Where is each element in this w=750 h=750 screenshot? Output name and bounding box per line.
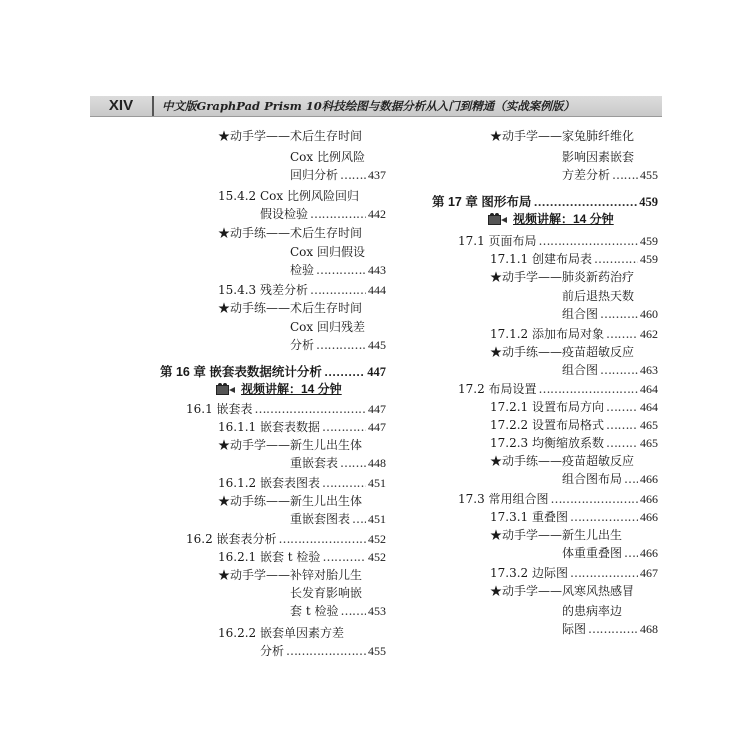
toc-entry-label: 前后退热天数 [562, 289, 635, 303]
video-lecture-label: 视频讲解：14 分钟 [513, 212, 614, 226]
toc-page-number: 455 [640, 168, 658, 182]
toc-entry-label: 16.2.2 嵌套单因素方差 [218, 626, 344, 640]
dot-leader [324, 363, 365, 381]
toc-entry-label: 分析 [290, 338, 315, 352]
toc-entry [562, 544, 658, 562]
toc-page-number: 447 [368, 420, 386, 434]
toc-entry-label: 际图 [562, 622, 587, 636]
chapter-heading [160, 363, 386, 381]
toc-entry-label: 17.3 常用组合图 [458, 492, 549, 506]
toc-entry [490, 127, 670, 145]
toc-entry-label: ★动手练——疫苗超敏反应 [490, 454, 635, 468]
toc-entry-label: 回归分析 [290, 168, 339, 182]
toc-entry [490, 250, 658, 268]
toc-entry [218, 566, 398, 584]
toc-page-number: 462 [640, 327, 658, 341]
toc-entry-label: ★动手学——风寒风热感冒 [490, 584, 635, 598]
toc-entry-label: ★动手练——疫苗超敏反应 [490, 345, 635, 359]
toc-entry-label: 组合图 [562, 307, 599, 321]
dot-leader [606, 398, 638, 416]
video-camera-icon [216, 383, 236, 396]
toc-entry [562, 287, 662, 305]
toc-entry-label: 17.2.2 设置布局格式 [490, 418, 604, 432]
toc-page-number: 453 [368, 604, 386, 618]
dot-leader [600, 305, 638, 323]
toc-page-number: 459 [639, 195, 658, 209]
toc-entry [562, 361, 658, 379]
toc-entry-label: 假设检验 [260, 207, 309, 221]
toc-entry-label: 17.3.2 边际图 [490, 566, 568, 580]
toc-entry [490, 343, 670, 361]
toc-entry-label: 15.4.3 残差分析 [218, 283, 308, 297]
dot-leader [316, 336, 366, 354]
toc-entry [490, 268, 670, 286]
chapter-heading [432, 193, 658, 211]
dot-leader [340, 602, 366, 620]
toc-entry [458, 380, 658, 398]
dot-leader [310, 281, 366, 299]
dot-leader [624, 470, 638, 488]
toc-entry-label: ★动手学——新生儿出生 [490, 528, 623, 542]
toc-entry [290, 148, 390, 166]
toc-entry-label: 17.1.2 添加布局对象 [490, 327, 604, 341]
toc-entry-label: ★动手学——术后生存时间 [218, 129, 363, 143]
toc-entry-label: 15.4.2 Cox 比例风险回归 [218, 189, 359, 203]
toc-entry [458, 232, 658, 250]
toc-page-number: 448 [368, 456, 386, 470]
toc-page-number: 465 [640, 436, 658, 450]
toc-page-number: 459 [640, 252, 658, 266]
toc-page-number: 466 [640, 510, 658, 524]
toc-entry [218, 281, 386, 299]
toc-page-number: 464 [640, 382, 658, 396]
toc-entry-label: 的患病率边 [562, 604, 623, 618]
toc-page-number: 447 [368, 402, 386, 416]
video-lecture-link[interactable] [488, 210, 614, 228]
toc-entry-label: 17.1.1 创建布局表 [490, 252, 592, 266]
toc-entry [218, 127, 398, 145]
dot-leader [612, 166, 638, 184]
toc-page-number: 445 [368, 338, 386, 352]
toc-page-number: 467 [640, 566, 658, 580]
toc-entry-label: ★动手练——新生儿出生体 [218, 494, 363, 508]
dot-leader [340, 454, 366, 472]
dot-leader [539, 380, 638, 398]
toc-entry [290, 584, 390, 602]
dot-leader [322, 474, 366, 492]
header-divider [152, 96, 154, 116]
toc-entry [290, 454, 386, 472]
toc-entry-label: ★动手学——家兔肺纤维化 [490, 129, 635, 143]
toc-entry-label: Cox 回归假设 [290, 245, 365, 259]
toc-page-number: 465 [640, 418, 658, 432]
toc-entry [562, 305, 658, 323]
dot-leader [533, 193, 637, 211]
toc-page-number: 451 [368, 476, 386, 490]
toc-entry [290, 261, 386, 279]
toc-entry-label: 16.1.2 嵌套表图表 [218, 476, 320, 490]
toc-page-number: 464 [640, 400, 658, 414]
dot-leader [600, 361, 638, 379]
toc-page-number: 455 [368, 644, 386, 658]
toc-entry [490, 325, 658, 343]
toc-entry-label: 体重重叠图 [562, 546, 623, 560]
video-camera-icon [488, 213, 508, 226]
toc-entry [218, 492, 398, 510]
toc-entry-label: 长发育影响嵌 [290, 586, 363, 600]
toc-entry-label: 检验 [290, 263, 315, 277]
dot-leader [279, 530, 366, 548]
toc-page-number: 444 [368, 283, 386, 297]
toc-entry [458, 490, 658, 508]
toc-entry-label: 17.3.1 重叠图 [490, 510, 568, 524]
toc-entry-label: 第 16 章 嵌套表数据统计分析 [160, 365, 322, 379]
toc-entry-label: Cox 比例风险 [290, 150, 365, 164]
toc-entry [562, 602, 662, 620]
book-title: 中文版GraphPad Prism 10科技绘图与数据分析从入门到精通（实战案例版） [162, 99, 575, 113]
toc-page-number: 468 [640, 622, 658, 636]
toc-entry [490, 582, 670, 600]
toc-entry [186, 400, 386, 418]
toc-entry-label: 影响因素嵌套 [562, 150, 635, 164]
toc-entry-label: 16.1.1 嵌套表数据 [218, 420, 320, 434]
toc-entry-label: 17.2.3 均衡缩放系数 [490, 436, 604, 450]
page-number: XIV [108, 97, 134, 114]
toc-entry-label: 分析 [260, 644, 285, 658]
toc-entry [290, 243, 390, 261]
toc-page-number: 442 [368, 207, 386, 221]
toc-entry [562, 620, 658, 638]
toc-entry [186, 530, 386, 548]
dot-leader [588, 620, 638, 638]
toc-entry [218, 474, 386, 492]
toc-entry [490, 434, 658, 452]
toc-entry [562, 470, 658, 488]
toc-entry-label: ★动手练——术后生存时间 [218, 301, 363, 315]
toc-entry [260, 205, 386, 223]
toc-entry [218, 224, 398, 242]
toc-entry-label: 16.1 嵌套表 [186, 402, 253, 416]
toc-entry [490, 452, 670, 470]
dot-leader [606, 325, 638, 343]
toc-entry-label: 16.2 嵌套表分析 [186, 532, 277, 546]
toc-entry-label: 方差分析 [562, 168, 611, 182]
dot-leader [570, 508, 638, 526]
toc-page-number: 463 [640, 363, 658, 377]
toc-entry-label: 组合图布局 [562, 472, 623, 486]
dot-leader [310, 205, 366, 223]
toc-entry-label: 重嵌套图表 [290, 512, 351, 526]
toc-entry-label: 17.1 页面布局 [458, 234, 537, 248]
toc-entry-label: ★动手学——补锌对胎儿生 [218, 568, 363, 582]
toc-entry [290, 510, 386, 528]
toc-entry [218, 418, 386, 436]
toc-entry [490, 508, 658, 526]
toc-page-number: 466 [640, 546, 658, 560]
dot-leader [322, 548, 366, 566]
toc-page-number: 443 [368, 263, 386, 277]
toc-entry [562, 148, 662, 166]
video-lecture-label: 视频讲解：14 分钟 [241, 382, 342, 396]
toc-entry-label: ★动手学——肺炎新药治疗 [490, 270, 635, 284]
dot-leader [624, 544, 638, 562]
toc-page-number: 452 [368, 532, 386, 546]
toc-entry [218, 187, 398, 205]
dot-leader [606, 416, 638, 434]
toc-page-number: 466 [640, 492, 658, 506]
dot-leader [340, 166, 366, 184]
toc-entry-label: ★动手练——术后生存时间 [218, 226, 363, 240]
toc-entry [562, 166, 658, 184]
toc-page-number: 460 [640, 307, 658, 321]
toc-entry-label: 组合图 [562, 363, 599, 377]
toc-entry [490, 398, 658, 416]
toc-entry-label: 重嵌套表 [290, 456, 339, 470]
toc-entry [260, 642, 386, 660]
toc-entry [290, 166, 386, 184]
dot-leader [352, 510, 366, 528]
dot-leader [551, 490, 638, 508]
toc-page-number: 447 [367, 365, 386, 379]
toc-entry [218, 624, 398, 642]
toc-page-number: 437 [368, 168, 386, 182]
toc-entry-label: 套 t 检验 [290, 604, 339, 618]
toc-entry [218, 436, 398, 454]
toc-entry [490, 526, 670, 544]
toc-page-number: 451 [368, 512, 386, 526]
toc-entry-label: ★动手学——新生儿出生体 [218, 438, 363, 452]
dot-leader [255, 400, 366, 418]
toc-entry [218, 548, 386, 566]
dot-leader [322, 418, 366, 436]
toc-entry [490, 564, 658, 582]
dot-leader [539, 232, 638, 250]
toc-page-number: 459 [640, 234, 658, 248]
toc-entry-label: 17.2.1 设置布局方向 [490, 400, 604, 414]
toc-entry-label: 第 17 章 图形布局 [432, 195, 532, 209]
dot-leader [316, 261, 366, 279]
toc-entry [490, 416, 658, 434]
toc-entry-label: Cox 回归残差 [290, 320, 365, 334]
dot-leader [594, 250, 638, 268]
dot-leader [286, 642, 366, 660]
toc-entry [290, 318, 390, 336]
toc-entry [290, 602, 386, 620]
toc-entry-label: 16.2.1 嵌套 t 检验 [218, 550, 321, 564]
dot-leader [606, 434, 638, 452]
toc-page-number: 452 [368, 550, 386, 564]
toc-entry [218, 299, 398, 317]
video-lecture-link[interactable] [216, 380, 342, 398]
toc-page-number: 466 [640, 472, 658, 486]
toc-entry-label: 17.2 布局设置 [458, 382, 537, 396]
dot-leader [570, 564, 638, 582]
toc-entry [290, 336, 386, 354]
